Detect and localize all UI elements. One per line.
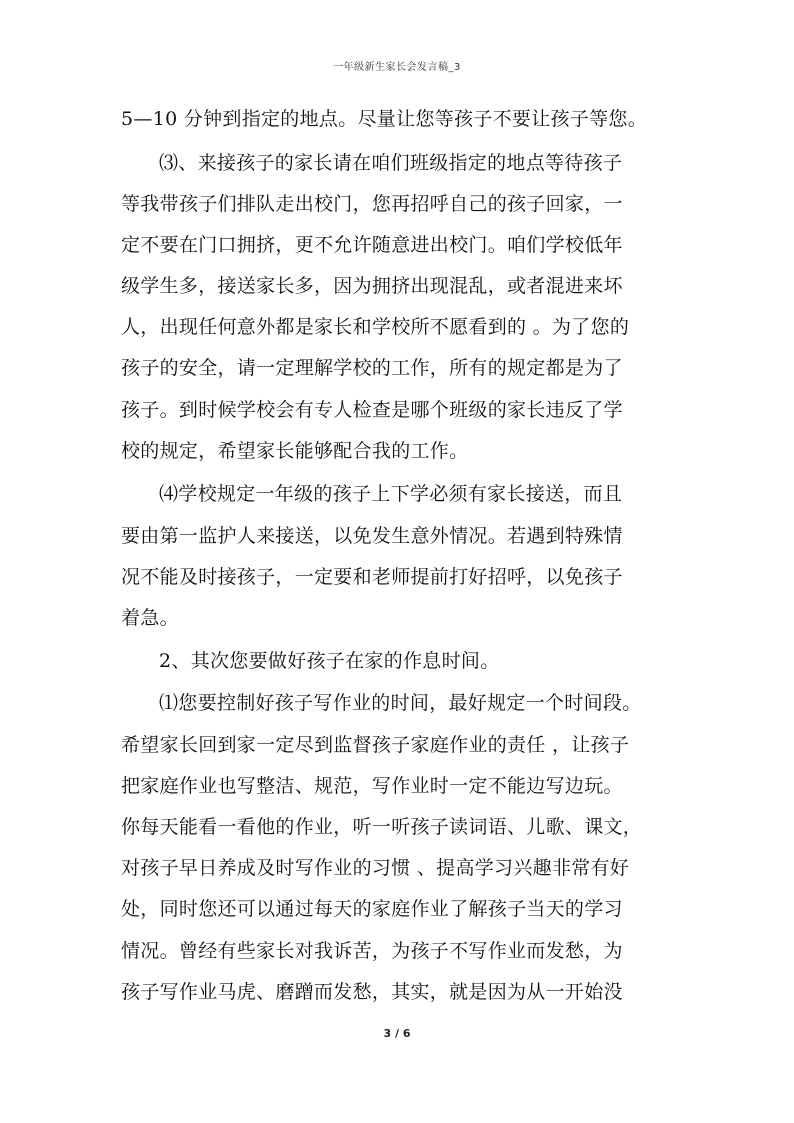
text-line: ⑴您要控制好孩子写作业的时间，最好规定一个时间段。 [159, 692, 642, 714]
text-line: 处，同时您还可以通过每天的家庭作业了解孩子当天的学习 [121, 898, 623, 920]
text-line: 孩子写作业马虎、磨蹭而发愁，其实，就是因为从一开始没 [121, 981, 623, 1003]
text-line: 希望家长回到家一定尽到监督孩子家庭作业的责任 ，让孩子 [121, 734, 630, 756]
text-line: 校的规定，希望家长能够配合我的工作。 [121, 440, 469, 462]
text-line: 2、其次您要做好孩子在家的作息时间。 [159, 650, 500, 672]
text-line: 孩子的安全，请一定理解学校的工作，所有的规定都是为了 [121, 357, 623, 379]
text-line: 着急。 [121, 607, 179, 629]
text-line: ⑶、来接孩子的家长请在咱们班级指定的地点等待孩子 [159, 152, 623, 174]
text-line: 情况。曾经有些家长对我诉苦，为孩子不写作业而发愁，为 [121, 940, 623, 962]
text-line: 你每天能看一看他的作业，听一听孩子读词语、儿歌、课文， [121, 816, 643, 838]
text-line: 人，出现任何意外都是家长和学校所不愿看到的 。为了您的 [121, 316, 630, 338]
text-line: 要由第一监护人来接送，以免发生意外情况。若遇到特殊情 [121, 525, 623, 547]
text-line: 定不要在门口拥挤，更不允许随意进出校门。咱们学校低年 [121, 234, 623, 256]
text-line: 对孩子早日养成及时写作业的习惯 、提高学习兴趣非常有好 [121, 857, 630, 879]
page-number: 3 / 6 [383, 1027, 411, 1040]
text-line: 级学生多，接送家长多，因为拥挤出现混乱，或者混进来坏 [121, 275, 623, 297]
text-line: ⑷学校规定一年级的孩子上下学必须有家长接送，而且 [159, 483, 623, 505]
text-line: 孩子。到时候学校会有专人检查是哪个班级的家长违反了学 [121, 399, 623, 421]
text-line: 把家庭作业也写整洁、规范，写作业时一定不能边写边玩。 [121, 775, 623, 797]
text-line: 等我带孩子们排队走出校门，您再招呼自己的孩子回家，一 [121, 193, 623, 215]
page-header-title: 一年级新生家长会发言稿_3 [333, 62, 461, 73]
text-line: 况不能及时接孩子，一定要和老师提前打好招呼，以免孩子 [121, 566, 623, 588]
text-line: 5—10 分钟到指定的地点。尽量让您等孩子不要让孩子等您。 [121, 108, 648, 130]
